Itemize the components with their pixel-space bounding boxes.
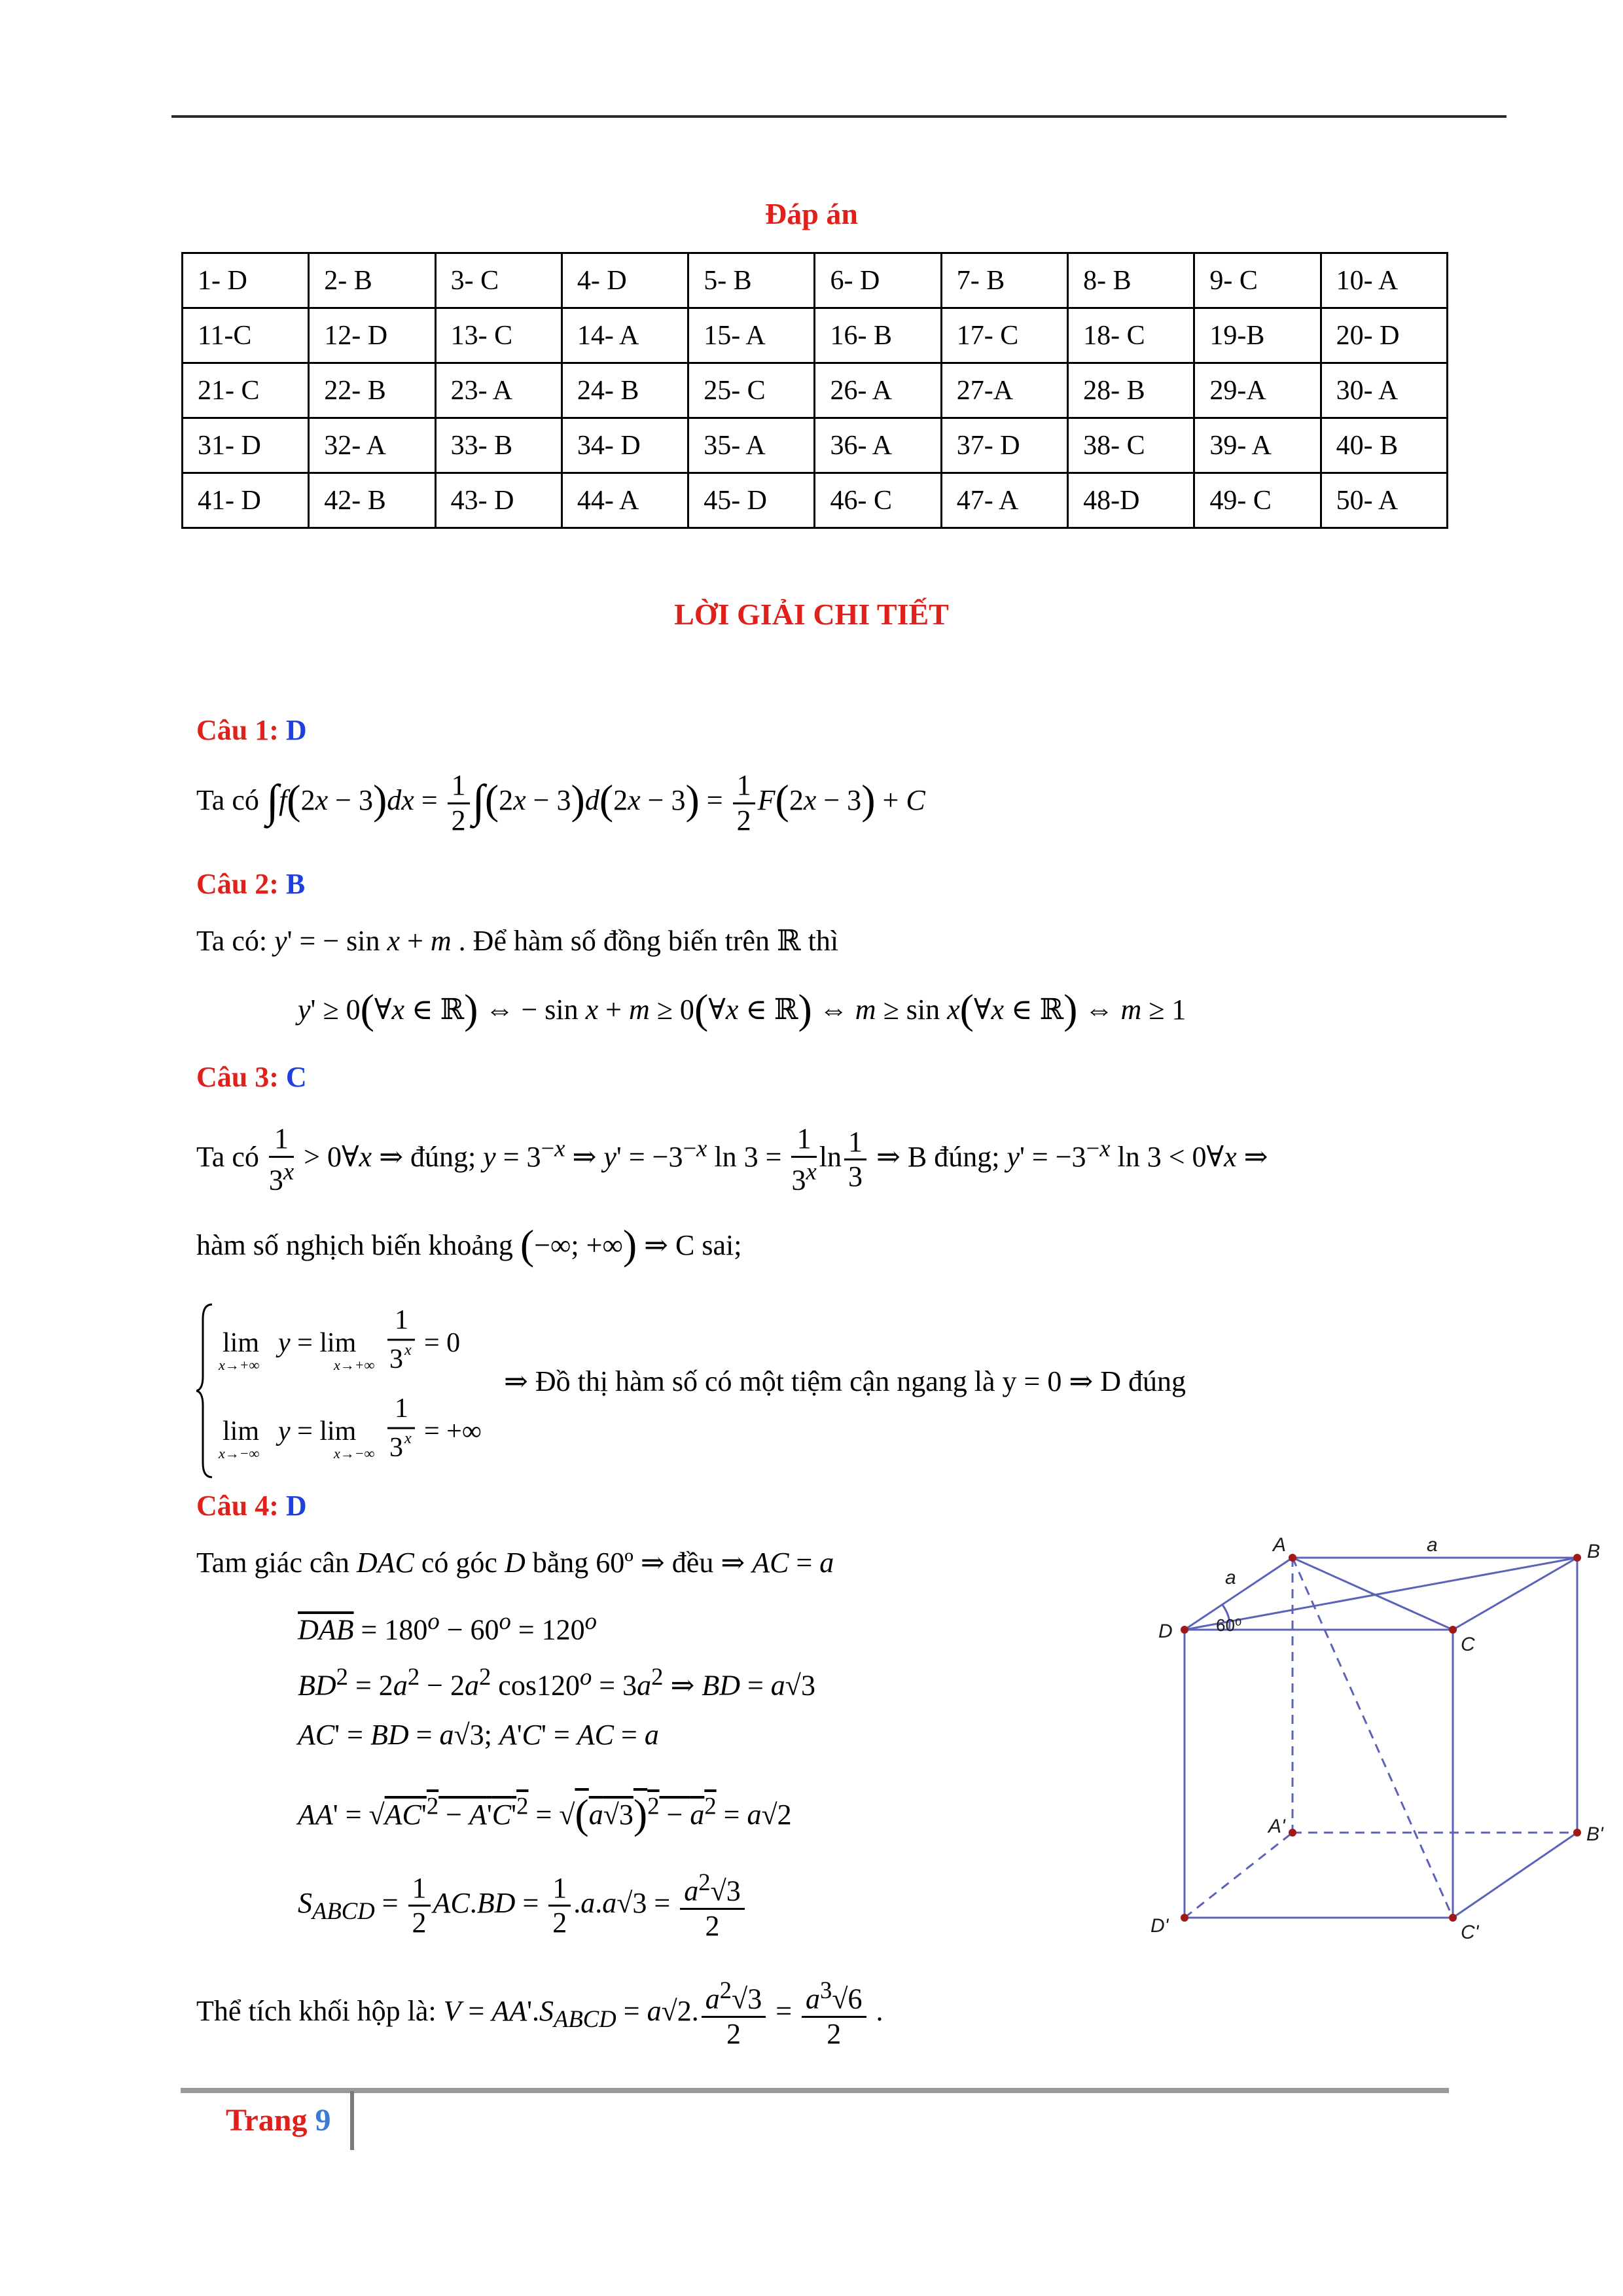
answer-cell: 40- B <box>1321 418 1447 473</box>
svg-text:1: 1 <box>395 1305 408 1335</box>
answer-cell: 9- C <box>1194 253 1321 308</box>
svg-text:x: x <box>404 1430 412 1447</box>
answer-cell: 35- A <box>688 418 815 473</box>
answer-cell: 2- B <box>309 253 435 308</box>
answer-cell: 49- C <box>1194 473 1321 528</box>
diag-db <box>1185 1558 1577 1630</box>
answer-cell: 4- D <box>562 253 688 308</box>
label-b: B <box>1587 1541 1601 1562</box>
page-number: Trang 9 <box>226 2103 331 2138</box>
answer-cell: 43- D <box>435 473 562 528</box>
q4-volume: Thể tích khối hộp là: $V = AA'.S_{ABCD} = a√2$. $\frac{a^2√3}{2}$ = $\frac{a^3√6}{2}$ . <box>196 1977 883 2051</box>
edge-d1a1-hidden <box>1185 1833 1293 1918</box>
q4-heading: Câu 4: D <box>196 1490 307 1522</box>
answer-cell: 36- A <box>815 418 941 473</box>
answer-cell: 24- B <box>562 363 688 418</box>
svg-text:x: x <box>404 1342 412 1359</box>
label-d1: D' <box>1150 1915 1169 1937</box>
svg-text:y = lim: y = lim <box>278 1416 357 1446</box>
answer-cell: 8- B <box>1068 253 1194 308</box>
q3-conclusion: ⇒ Đồ thị hàm số có một tiệm cận ngang là y = 0 ⇒ D đúng <box>504 1365 1186 1397</box>
answer-cell: 27-A <box>941 363 1067 418</box>
answer-cell: 37- D <box>941 418 1067 473</box>
answer-cell: 5- B <box>688 253 815 308</box>
answer-row <box>183 363 1448 418</box>
q3-line1: Ta có $\frac{1}{3^x}$ > 0∀x ⇒ đúng; $y = 3^{-x}$ ⇒ $y' = -3^{-x}$ ln 3 = $\frac{1}{3^x}$ ln $\frac{1}{3}$ ⇒ B đúng; $y' = -3^{-x}$ ln 3 < 0∀x ⇒ <box>196 1122 1268 1196</box>
svg-text:3: 3 <box>389 1344 403 1374</box>
label-c1: C' <box>1461 1922 1479 1943</box>
prism-figure <box>1139 1525 1610 1944</box>
q3-limit-system <box>196 1299 504 1482</box>
answer-cell: 10- A <box>1321 253 1447 308</box>
svg-text:3: 3 <box>389 1433 403 1463</box>
point-d1 <box>1181 1914 1188 1922</box>
answer-cell: 30- A <box>1321 363 1447 418</box>
label-c: C <box>1461 1634 1475 1655</box>
answer-cell: 29-A <box>1194 363 1321 418</box>
point-a <box>1289 1554 1296 1562</box>
answer-cell: 32- A <box>309 418 435 473</box>
q3-line2: hàm số nghịch biến khoảng (−∞; +∞) ⇒ C sai; <box>196 1221 742 1268</box>
label-edge-da: a <box>1225 1567 1236 1588</box>
q2-heading: Câu 2: B <box>196 868 306 900</box>
point-b <box>1573 1554 1581 1562</box>
q4-eq5: $S_{ABCD}$ = $\frac{1}{2}$ AC.BD = $\frac{1}{2}$ .a.a√3 = $\frac{a^2√3}{2}$ <box>298 1869 747 1943</box>
answer-cell: 34- D <box>562 418 688 473</box>
point-c1 <box>1449 1914 1457 1922</box>
answer-cell: 12- D <box>309 308 435 363</box>
answer-cell: 44- A <box>562 473 688 528</box>
q3-heading: Câu 3: C <box>196 1061 307 1093</box>
answer-cell: 26- A <box>815 363 941 418</box>
q4-eq1: $\overline{DAB} = 180^o - 60^o = 120^o$ <box>298 1607 597 1646</box>
vertex-points <box>1181 1554 1581 1922</box>
answer-cell: 3- C <box>435 253 562 308</box>
svg-text:x→−∞: x→−∞ <box>334 1445 375 1462</box>
answer-title: Đáp án <box>765 197 858 230</box>
point-c <box>1449 1626 1457 1634</box>
answer-row <box>183 253 1448 308</box>
answer-cell: 46- C <box>815 473 941 528</box>
q1-heading: Câu 1: D <box>196 714 307 746</box>
q2-line1: Ta có: y' = − sin x + m . Để hàm số đồng biến trên ℝ thì <box>196 925 839 957</box>
header-rule <box>171 115 1507 118</box>
answer-cell: 45- D <box>688 473 815 528</box>
answer-row <box>183 308 1448 363</box>
answer-cell: 41- D <box>183 473 309 528</box>
answer-cell: 6- D <box>815 253 941 308</box>
label-a1: A' <box>1268 1816 1285 1837</box>
footer-divider <box>350 2091 354 2150</box>
answer-cell: 20- D <box>1321 308 1447 363</box>
svg-text:x→−∞: x→−∞ <box>219 1445 260 1462</box>
answer-cell: 18- C <box>1068 308 1194 363</box>
label-edge-ab: a <box>1427 1534 1438 1556</box>
q1-formula: Ta có ∫f(2x − 3)dx = $\frac{1}{2}$ ∫(2x − 3)d(2x − 3) = $\frac{1}{2}$ F(2x − 3) + C <box>196 769 925 836</box>
point-d <box>1181 1626 1188 1634</box>
diag-ac <box>1293 1558 1453 1630</box>
diag-ac1-hidden <box>1293 1558 1453 1918</box>
answer-cell: 19-B <box>1194 308 1321 363</box>
label-a: A <box>1273 1534 1287 1556</box>
answer-row <box>183 473 1448 528</box>
answer-cell: 38- C <box>1068 418 1194 473</box>
svg-text:lim: lim <box>223 1328 260 1358</box>
answer-cell: 21- C <box>183 363 309 418</box>
point-b1 <box>1573 1829 1581 1837</box>
answer-cell: 16- B <box>815 308 941 363</box>
answer-cell: 42- B <box>309 473 435 528</box>
answer-cell: 15- A <box>688 308 815 363</box>
answer-cell: 7- B <box>941 253 1067 308</box>
answer-cell: 33- B <box>435 418 562 473</box>
svg-text:1: 1 <box>395 1393 408 1424</box>
label-angle: 60⁰ <box>1216 1615 1242 1635</box>
answer-table <box>181 252 1448 529</box>
answer-cell: 22- B <box>309 363 435 418</box>
answer-cell: 23- A <box>435 363 562 418</box>
answer-cell: 17- C <box>941 308 1067 363</box>
solution-title: LỜI GIẢI CHI TIẾT <box>674 598 949 631</box>
svg-text:lim: lim <box>223 1416 260 1446</box>
answer-cell: 48-D <box>1068 473 1194 528</box>
answer-cell: 13- C <box>435 308 562 363</box>
answer-cell: 25- C <box>688 363 815 418</box>
q2-line2: y' ≥ 0(∀x ∈ ℝ) ⇔ − sin x + m ≥ 0(∀x ∈ ℝ) ⇔ m ≥ sin x(∀x ∈ ℝ) ⇔ m ≥ 1 <box>298 986 1186 1032</box>
answer-cell: 50- A <box>1321 473 1447 528</box>
point-a1 <box>1289 1829 1296 1837</box>
svg-text:= 0: = 0 <box>424 1328 461 1358</box>
label-b1: B' <box>1586 1823 1603 1845</box>
edge-c1b1 <box>1453 1833 1577 1918</box>
answer-cell: 1- D <box>183 253 309 308</box>
svg-text:x→+∞: x→+∞ <box>219 1357 260 1373</box>
svg-text:x→+∞: x→+∞ <box>334 1357 375 1373</box>
answer-cell: 31- D <box>183 418 309 473</box>
q4-eq2: $BD^2 = 2a^2 - 2a^2$ $\cos 120^o = 3a^2$ ⇒ BD = a√3 <box>298 1663 815 1702</box>
answer-cell: 28- B <box>1068 363 1194 418</box>
q4-line1: Tam giác cân DAC có góc D bằng 60º ⇒ đều ⇒ AC = a <box>196 1547 834 1579</box>
svg-text:y = lim: y = lim <box>278 1328 357 1358</box>
label-d: D <box>1158 1621 1173 1642</box>
footer-rule <box>181 2088 1449 2093</box>
q4-eq4: $AA' = √AC'^2 - A'C'^2 = √(a√3)^2 - a^2 = a√2$ <box>298 1791 792 1837</box>
svg-text:= +∞: = +∞ <box>424 1416 482 1446</box>
answer-cell: 47- A <box>941 473 1067 528</box>
answer-row <box>183 418 1448 473</box>
answer-cell: 14- A <box>562 308 688 363</box>
q4-eq3: AC' = BD = a√3; A'C' = AC = a <box>298 1719 659 1751</box>
answer-cell: 39- A <box>1194 418 1321 473</box>
answer-cell: 11-C <box>183 308 309 363</box>
